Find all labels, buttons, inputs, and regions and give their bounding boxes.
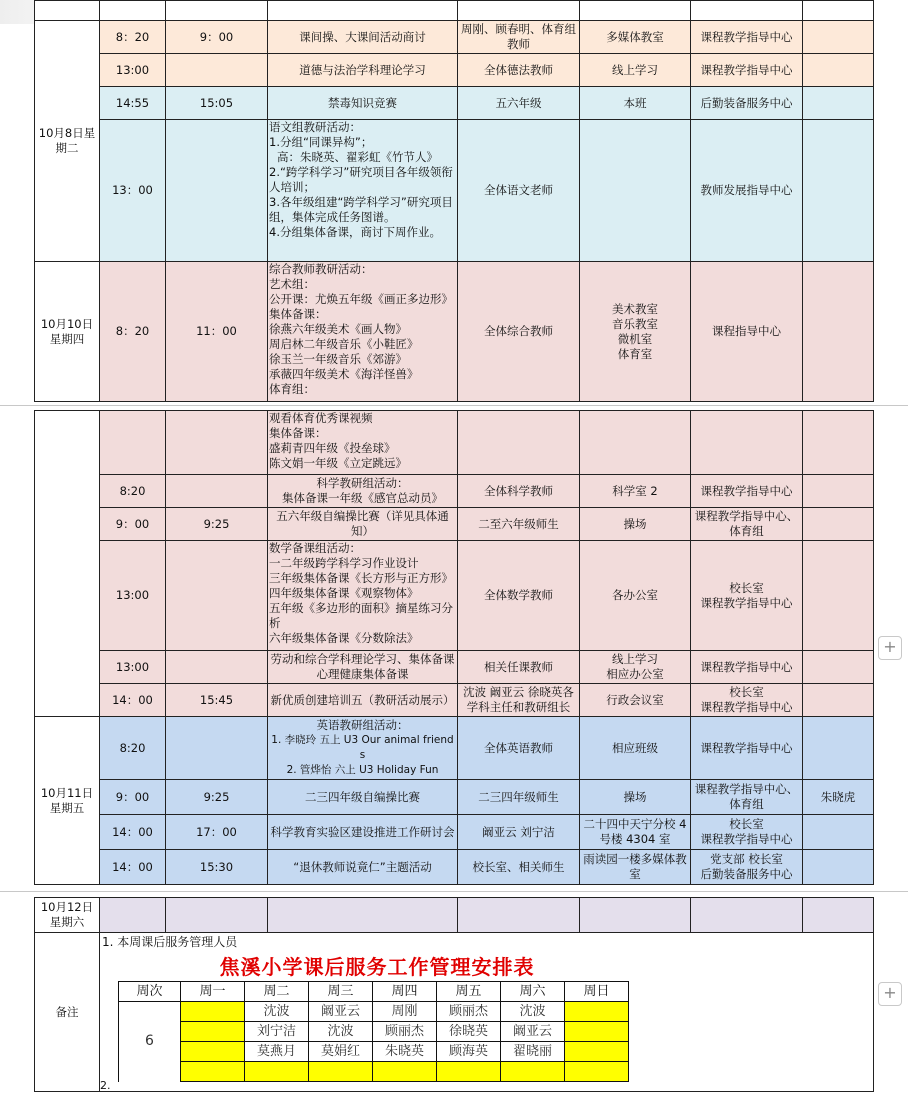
- activity: 劳动和综合学科理论学习、集体备课心理健康集体备课: [268, 651, 458, 684]
- end-time: 17：00: [166, 815, 268, 850]
- participants: 全体德法教师: [458, 54, 580, 87]
- participants: 沈波 阚亚云 徐晓英各学科主任和教研组长: [458, 684, 580, 717]
- activity-line: 3.各年级组建“跨学科学习”研究项目组，集体完成任务图谱。: [269, 195, 453, 224]
- date-cell: 10月8日星期二: [35, 21, 100, 262]
- start-time: 8：20: [100, 21, 166, 54]
- activity-line: 集体备课一年级《感官总动员》: [282, 491, 443, 505]
- activity-line: 英语教研组活动：: [316, 718, 409, 732]
- activity-line: 观看体育优秀课视频: [269, 411, 373, 425]
- start-time: 13:00: [100, 54, 166, 87]
- activity: 道德与法治学科理论学习: [268, 54, 458, 87]
- activity: [268, 898, 458, 933]
- location: [580, 262, 691, 402]
- location-line: 美术教室: [612, 301, 658, 316]
- location: 雨读园一楼多媒体教室: [580, 850, 691, 885]
- table-row: [35, 262, 874, 402]
- activity-line: 集体备课：: [269, 426, 327, 440]
- activity-line: 六年级集体备课《分数除法》: [269, 631, 419, 645]
- mon-cell: [181, 1062, 245, 1082]
- activity-line: 2.“跨学科学习”研究项目各年级领衔人培训；: [269, 165, 453, 194]
- note: [803, 508, 874, 541]
- activity: [268, 120, 458, 262]
- participants: 周刚、顾春明、体育组教师: [458, 21, 580, 54]
- activity-line: 语文组教研活动：: [269, 120, 361, 134]
- column-header: 周次: [119, 982, 181, 1002]
- end-time: [166, 898, 268, 933]
- sun-cell: [565, 1042, 629, 1062]
- activity-line: 一二年级跨学科学习作业设计: [269, 556, 419, 570]
- participants: 五六年级: [458, 87, 580, 120]
- column-header: 周三: [309, 982, 373, 1002]
- organizer: 课程教学指导中心、体育组: [691, 508, 803, 541]
- end-time: 11：00: [166, 262, 268, 402]
- activity-line: 2. 管烨怡 六上 U3 Holiday Fun: [286, 764, 439, 776]
- date-cell: [35, 411, 100, 717]
- tue-cell: [245, 1062, 309, 1082]
- location: 相应班级: [580, 717, 691, 780]
- column-header: 周五: [437, 982, 501, 1002]
- location: 线上学习: [580, 54, 691, 87]
- thu-cell: 周刚: [373, 1002, 437, 1022]
- organizer-line: 课程教学指导中心: [700, 832, 793, 846]
- end-time: 9:25: [166, 508, 268, 541]
- activity-line: 三年级集体备课《长方形与正方形》: [269, 571, 453, 585]
- end-time: 9:25: [166, 780, 268, 815]
- remark-item-2: 2.: [100, 1079, 111, 1092]
- table-header-row: [119, 982, 629, 1002]
- activity-line: 徐玉兰一年级音乐《郊游》: [269, 352, 407, 366]
- sat-cell: 沈波: [501, 1002, 565, 1022]
- activity-line: 承薇四年级美术《海洋怪兽》: [269, 367, 419, 381]
- activity: [268, 262, 458, 402]
- activity: 二三四年级自编操比赛: [268, 780, 458, 815]
- column-header: 周日: [565, 982, 629, 1002]
- location: [580, 411, 691, 475]
- end-time: 15:30: [166, 850, 268, 885]
- note: [803, 87, 874, 120]
- end-time: [166, 120, 268, 262]
- participants: 全体数学教师: [458, 541, 580, 651]
- note: [803, 475, 874, 508]
- activity-line: 徐燕六年级美术《画人物》: [269, 322, 407, 336]
- location-line: 微机室: [617, 331, 653, 346]
- thu-cell: [373, 1062, 437, 1082]
- location: 二十四中天宁分校 4号楼 4304 室: [580, 815, 691, 850]
- organizer: 课程教学指导中心: [691, 717, 803, 780]
- organizer-line: 校长室: [729, 817, 764, 831]
- location: 各办公室: [580, 541, 691, 651]
- add-row-button[interactable]: [878, 636, 902, 660]
- cell: [35, 1, 100, 21]
- table-row: [35, 21, 874, 54]
- participants: 阚亚云 刘宁洁: [458, 815, 580, 850]
- organizer-line: 后勤装备服务中心: [700, 867, 793, 881]
- sat-cell: [501, 1062, 565, 1082]
- activity: [268, 541, 458, 651]
- note: 朱晓虎: [803, 780, 874, 815]
- table-row: [35, 933, 874, 1092]
- page-break: [0, 887, 908, 897]
- activity-line: 周启林二年级音乐《小鞋匠》: [269, 337, 419, 351]
- participants: 校长室、相关师生: [458, 850, 580, 885]
- sat-cell: 阚亚云: [501, 1022, 565, 1042]
- column-header: 周四: [373, 982, 437, 1002]
- table-row: [35, 815, 874, 850]
- table-row: [35, 684, 874, 717]
- start-time: 8:20: [100, 475, 166, 508]
- schedule-table-2: [34, 410, 874, 885]
- fri-cell: 顾海英: [437, 1042, 501, 1062]
- end-time: 15:45: [166, 684, 268, 717]
- activity-line: 数学备课组活动：: [269, 541, 361, 555]
- organizer-line: 校长室: [729, 685, 764, 699]
- end-time: 9：00: [166, 21, 268, 54]
- tue-cell: 刘宁洁: [245, 1022, 309, 1042]
- note: [803, 850, 874, 885]
- end-time: [166, 651, 268, 684]
- start-time: 8:20: [100, 717, 166, 780]
- organizer: 教师发展指导中心: [691, 120, 803, 262]
- note: [803, 898, 874, 933]
- location-line: 体育室: [617, 346, 653, 361]
- tue-cell: 莫燕月: [245, 1042, 309, 1062]
- tue-cell: 沈波: [245, 1002, 309, 1022]
- location: 操场: [580, 508, 691, 541]
- table-row: [35, 898, 874, 933]
- activity: [268, 475, 458, 508]
- start-time: [100, 411, 166, 475]
- participants: [458, 898, 580, 933]
- activity-line: 1.分组“同课异构”；: [269, 135, 373, 149]
- remark-cell: [100, 933, 874, 1092]
- organizer-line: 校长室: [729, 580, 764, 595]
- mon-cell: [181, 1042, 245, 1062]
- fri-cell: 顾丽杰: [437, 1002, 501, 1022]
- table-row: [35, 54, 874, 87]
- add-row-button[interactable]: [878, 982, 902, 1006]
- activity: 五六年级自编操比赛（详见具体通知）: [268, 508, 458, 541]
- location: 操场: [580, 780, 691, 815]
- page-divider: [0, 891, 908, 892]
- participants: 二至六年级师生: [458, 508, 580, 541]
- start-time: 14:55: [100, 87, 166, 120]
- date-cell: 10月12日星期六: [35, 898, 100, 933]
- note: [803, 120, 874, 262]
- end-time: [166, 475, 268, 508]
- activity: 科学教育实验区建设推进工作研讨会: [268, 815, 458, 850]
- organizer-line: 课程教学指导中心: [700, 595, 793, 610]
- schedule-section-3: [34, 897, 873, 1092]
- schedule-table-1: [34, 0, 874, 402]
- activity-line: 盛莉青四年级《投垒球》: [269, 441, 396, 455]
- participants: 全体语文老师: [458, 120, 580, 262]
- organizer-line: 党支部 校长室: [710, 852, 783, 866]
- table-row: [119, 1042, 629, 1062]
- start-time: 9：00: [100, 508, 166, 541]
- activity-line: 综合教师教研活动：: [269, 262, 373, 276]
- remark-label: 备注: [35, 933, 100, 1092]
- date-cell: 10月11日星期五: [35, 717, 100, 885]
- organizer: [691, 850, 803, 885]
- note: [803, 684, 874, 717]
- activity-line: 艺术组：: [269, 277, 315, 291]
- activity-line: 公开课：尤焕五年级《画正多边形》: [269, 292, 453, 306]
- location: [580, 651, 691, 684]
- note: [803, 54, 874, 87]
- table-row: [119, 1022, 629, 1042]
- location-line: 线上学习: [612, 652, 658, 666]
- activity: 禁毒知识竞赛: [268, 87, 458, 120]
- activity-line: 集体备课：: [269, 307, 327, 321]
- activity-line: 4.分组集体备课，商讨下周作业。: [269, 225, 441, 239]
- table-row: [35, 541, 874, 651]
- participants: 全体综合教师: [458, 262, 580, 402]
- table-row: [35, 508, 874, 541]
- schedule-title: 焦溪小学课后服务工作管理安排表: [219, 955, 535, 979]
- activity: [268, 717, 458, 780]
- plus-icon: +: [883, 637, 897, 656]
- organizer: 课程指导中心: [691, 262, 803, 402]
- end-time: [166, 717, 268, 780]
- start-time: 13:00: [100, 541, 166, 651]
- activity-line: 高：朱晓英、翟彩虹《竹节人》: [277, 150, 438, 164]
- start-time: 14：00: [100, 815, 166, 850]
- end-time: [166, 54, 268, 87]
- start-time: 14：00: [100, 850, 166, 885]
- table-row: [119, 1062, 629, 1082]
- organizer: 课程教学指导中心: [691, 475, 803, 508]
- sun-cell: [565, 1002, 629, 1022]
- activity-line: 陈文娟一年级《立定跳远》: [269, 456, 407, 470]
- location-line: 相应办公室: [606, 667, 664, 681]
- schedule-table-3: [34, 897, 874, 1092]
- sat-cell: 翟晓丽: [501, 1042, 565, 1062]
- wed-cell: 沈波: [309, 1022, 373, 1042]
- activity: [268, 411, 458, 475]
- participants: [458, 411, 580, 475]
- sun-cell: [565, 1022, 629, 1042]
- location: [580, 898, 691, 933]
- wed-cell: 阚亚云: [309, 1002, 373, 1022]
- service-schedule-table: [118, 981, 629, 1082]
- column-header: 周六: [501, 982, 565, 1002]
- organizer: [691, 815, 803, 850]
- start-time: 8：20: [100, 262, 166, 402]
- wed-cell: [309, 1062, 373, 1082]
- organizer: [691, 541, 803, 651]
- start-time: 13:00: [100, 651, 166, 684]
- participants: 相关任课教师: [458, 651, 580, 684]
- location: [580, 120, 691, 262]
- location: 本班: [580, 87, 691, 120]
- note: [803, 411, 874, 475]
- table-row: [119, 1002, 629, 1022]
- activity-line: 四年级集体备课《观察物体》: [269, 586, 419, 600]
- activity-line: 科学教研组活动：: [316, 476, 409, 490]
- activity-line: 体育组：: [269, 382, 315, 396]
- organizer-line: 课程教学指导中心: [700, 700, 793, 714]
- table-row: [35, 411, 874, 475]
- mon-cell: [181, 1002, 245, 1022]
- table-row: [35, 780, 874, 815]
- table-row: [35, 475, 874, 508]
- note: [803, 651, 874, 684]
- organizer: [691, 684, 803, 717]
- organizer: 课程教学指导中心: [691, 651, 803, 684]
- column-header: 周一: [181, 982, 245, 1002]
- note: [803, 262, 874, 402]
- thu-cell: 朱晓英: [373, 1042, 437, 1062]
- remark-item-1: 1. 本周课后服务管理人员: [102, 935, 238, 949]
- start-time: [100, 898, 166, 933]
- organizer: [691, 411, 803, 475]
- end-time: [166, 541, 268, 651]
- organizer: 课程教学指导中心、体育组: [691, 780, 803, 815]
- activity: 新优质创建培训五（教研活动展示）: [268, 684, 458, 717]
- fri-cell: 徐晓英: [437, 1022, 501, 1042]
- note: [803, 815, 874, 850]
- participants: 全体科学教师: [458, 475, 580, 508]
- note: [803, 717, 874, 780]
- start-time: 9：00: [100, 780, 166, 815]
- organizer: [691, 898, 803, 933]
- end-time: 15:05: [166, 87, 268, 120]
- location: 行政会议室: [580, 684, 691, 717]
- note: [803, 21, 874, 54]
- participants: 全体英语教师: [458, 717, 580, 780]
- page-break: [0, 402, 908, 410]
- table-row: [35, 651, 874, 684]
- date-cell: 10月10日星期四: [35, 262, 100, 402]
- start-time: 13：00: [100, 120, 166, 262]
- mon-cell: [181, 1022, 245, 1042]
- service-schedule: [118, 953, 636, 1082]
- table-row: [35, 87, 874, 120]
- start-time: 14：00: [100, 684, 166, 717]
- activity-line: 1. 李晓玲 五上 U3 Our animal friends: [271, 734, 454, 761]
- table-row: [35, 1, 874, 21]
- location: 科学室 2: [580, 475, 691, 508]
- note: [803, 541, 874, 651]
- page-divider: [0, 405, 908, 406]
- organizer: 课程教学指导中心: [691, 21, 803, 54]
- week-number: 6: [119, 1002, 181, 1082]
- activity: “退休教师说竟仁”主题活动: [268, 850, 458, 885]
- plus-icon: +: [883, 983, 897, 1002]
- thu-cell: 顾丽杰: [373, 1022, 437, 1042]
- schedule-section-2: [34, 410, 873, 885]
- organizer: 后勤装备服务中心: [691, 87, 803, 120]
- table-row: [35, 717, 874, 780]
- schedule-section-1: [34, 0, 873, 402]
- end-time: [166, 411, 268, 475]
- activity: 课间操、大课间活动商讨: [268, 21, 458, 54]
- table-row: [35, 120, 874, 262]
- location-line: 音乐教室: [612, 316, 658, 331]
- location: 多媒体教室: [580, 21, 691, 54]
- wed-cell: 莫娟红: [309, 1042, 373, 1062]
- sun-cell: [565, 1062, 629, 1082]
- fri-cell: [437, 1062, 501, 1082]
- table-row: [35, 850, 874, 885]
- activity-line: 五年级《多边形的面积》摘星练习分析: [269, 601, 453, 630]
- column-header: 周二: [245, 982, 309, 1002]
- organizer: 课程教学指导中心: [691, 54, 803, 87]
- participants: 二三四年级师生: [458, 780, 580, 815]
